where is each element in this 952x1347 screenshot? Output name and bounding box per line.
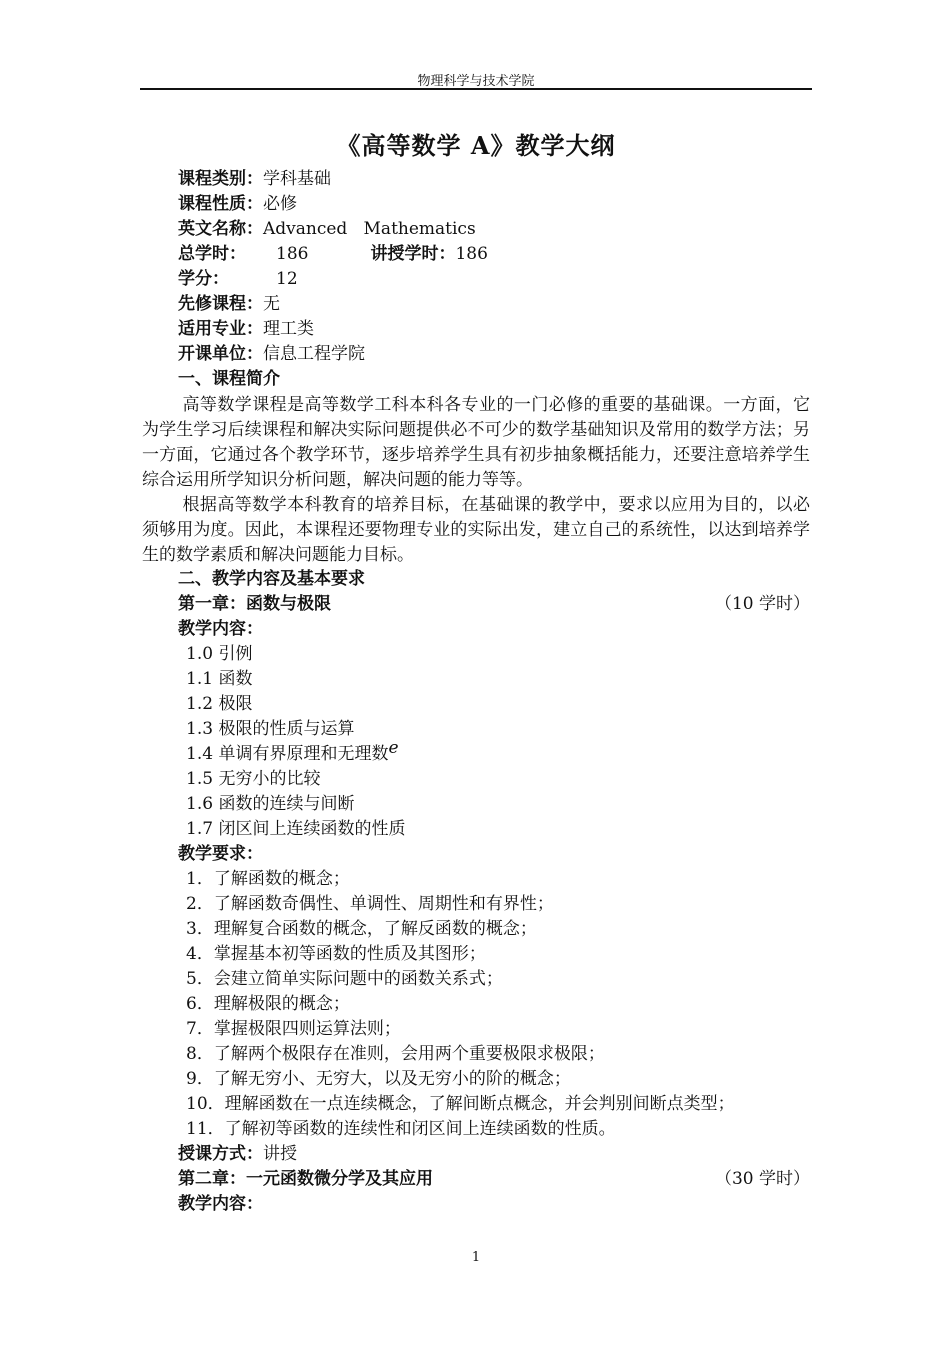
chapter2-hours: （30 学时） xyxy=(714,1169,810,1189)
intro-paragraph-2 xyxy=(142,493,810,568)
content-item: 1.0 引例 xyxy=(186,644,253,664)
content-item xyxy=(186,738,399,767)
label: 开课单位： xyxy=(178,344,263,364)
section2-heading: 二、教学内容及基本要求 xyxy=(178,569,365,589)
paragraph-text: 根据高等数学本科教育的培养目标，在基础课的教学中，要求以应用为目的，以必须够用为度。因此，本课程还要物理专业的实际出发，建立自己的系统性，以达到培养学生的数学素质和解决问题能力目标。 xyxy=(142,495,810,565)
label: 学分： xyxy=(178,269,229,289)
info-nature xyxy=(178,192,297,217)
info-category xyxy=(178,167,331,192)
requirement-item: 5．会建立简单实际问题中的函数关系式； xyxy=(186,969,503,989)
requirement-item: 9．了解无穷小、无穷大，以及无穷小的阶的概念； xyxy=(186,1069,571,1089)
value: Advanced Mathematics xyxy=(263,219,476,239)
info-english xyxy=(178,217,476,242)
content-item: 1.1 函数 xyxy=(186,669,253,689)
label: 课程性质： xyxy=(178,194,263,214)
content-item: 1.7 闭区间上连续函数的性质 xyxy=(186,819,406,839)
chapter1-content-label: 教学内容： xyxy=(178,619,263,639)
requirement-item: 2．了解函数奇偶性、单调性、周期性和有界性； xyxy=(186,894,554,914)
label: 总学时： xyxy=(178,244,246,264)
requirement-item: 3．理解复合函数的概念，了解反函数的概念； xyxy=(186,919,537,939)
info-prereq xyxy=(178,292,280,317)
requirement-item: 10．理解函数在一点连续概念，了解间断点概念，并会判别间断点类型； xyxy=(186,1094,735,1114)
value: 无 xyxy=(263,294,280,314)
content-item: 1.6 函数的连续与间断 xyxy=(186,794,355,814)
chapter1-method xyxy=(178,1142,297,1167)
intro-paragraph-1 xyxy=(142,393,810,493)
header-rule xyxy=(140,88,812,90)
chapter1-hours: （10 学时） xyxy=(714,594,810,614)
info-major xyxy=(178,317,314,342)
value: 12 xyxy=(276,269,298,289)
content-item: 1.2 极限 xyxy=(186,694,253,714)
paragraph-text: 高等数学课程是高等数学工科本科各专业的一门必修的重要的基础课。一方面，它为学生学习后续课程和解决实际问题提供必不可少的数学基础知识及常用的数学方法；另一方面，它通过各个教学环节，逐步培养学生具有初步抽象概括能力，还要注意培养学生综合运用所学知识分析问题，解决问题的能力等等。 xyxy=(142,395,810,490)
label: 先修课程： xyxy=(178,294,263,314)
label: 适用专业： xyxy=(178,319,263,339)
page-number: 1 xyxy=(471,1250,481,1265)
chapter2-content-label: 教学内容： xyxy=(178,1194,263,1214)
label: 课程类别： xyxy=(178,169,263,189)
chapter1-req-label: 教学要求： xyxy=(178,844,263,864)
chapter1-title: 第一章：函数与极限 xyxy=(178,594,331,614)
section1-heading: 一、课程简介 xyxy=(178,369,280,389)
requirement-item: 1．了解函数的概念； xyxy=(186,869,350,889)
info-unit xyxy=(178,342,365,367)
item-text: 1.4 单调有界原理和无理数 xyxy=(186,744,389,764)
value: 186 xyxy=(455,244,488,264)
value: 理工类 xyxy=(263,319,314,339)
requirement-item: 6．理解极限的概念； xyxy=(186,994,350,1014)
requirement-item: 4．掌握基本初等函数的性质及其图形； xyxy=(186,944,486,964)
value: 讲授 xyxy=(263,1144,297,1164)
info-hours xyxy=(178,242,488,267)
requirement-item: 7．掌握极限四则运算法则； xyxy=(186,1019,401,1039)
chapter2-title: 第二章：一元函数微分学及其应用 xyxy=(178,1169,433,1189)
math-symbol-e: e xyxy=(388,738,399,758)
label: 授课方式： xyxy=(178,1144,263,1164)
page-header: 物理科学与技术学院 xyxy=(417,74,535,89)
value: 学科基础 xyxy=(263,169,331,189)
info-credits xyxy=(178,267,298,292)
content-item: 1.3 极限的性质与运算 xyxy=(186,719,355,739)
value: 186 xyxy=(276,244,309,264)
content-item: 1.5 无穷小的比较 xyxy=(186,769,321,789)
label: 英文名称： xyxy=(178,219,263,239)
label: 讲授学时： xyxy=(370,244,456,264)
document-title: 《高等数学 A》教学大纲 xyxy=(336,131,616,160)
requirement-item: 8．了解两个极限存在准则，会用两个重要极限求极限； xyxy=(186,1044,605,1064)
value: 必修 xyxy=(263,194,297,214)
requirement-item: 11．了解初等函数的连续性和闭区间上连续函数的性质。 xyxy=(186,1119,616,1139)
value: 信息工程学院 xyxy=(263,344,365,364)
